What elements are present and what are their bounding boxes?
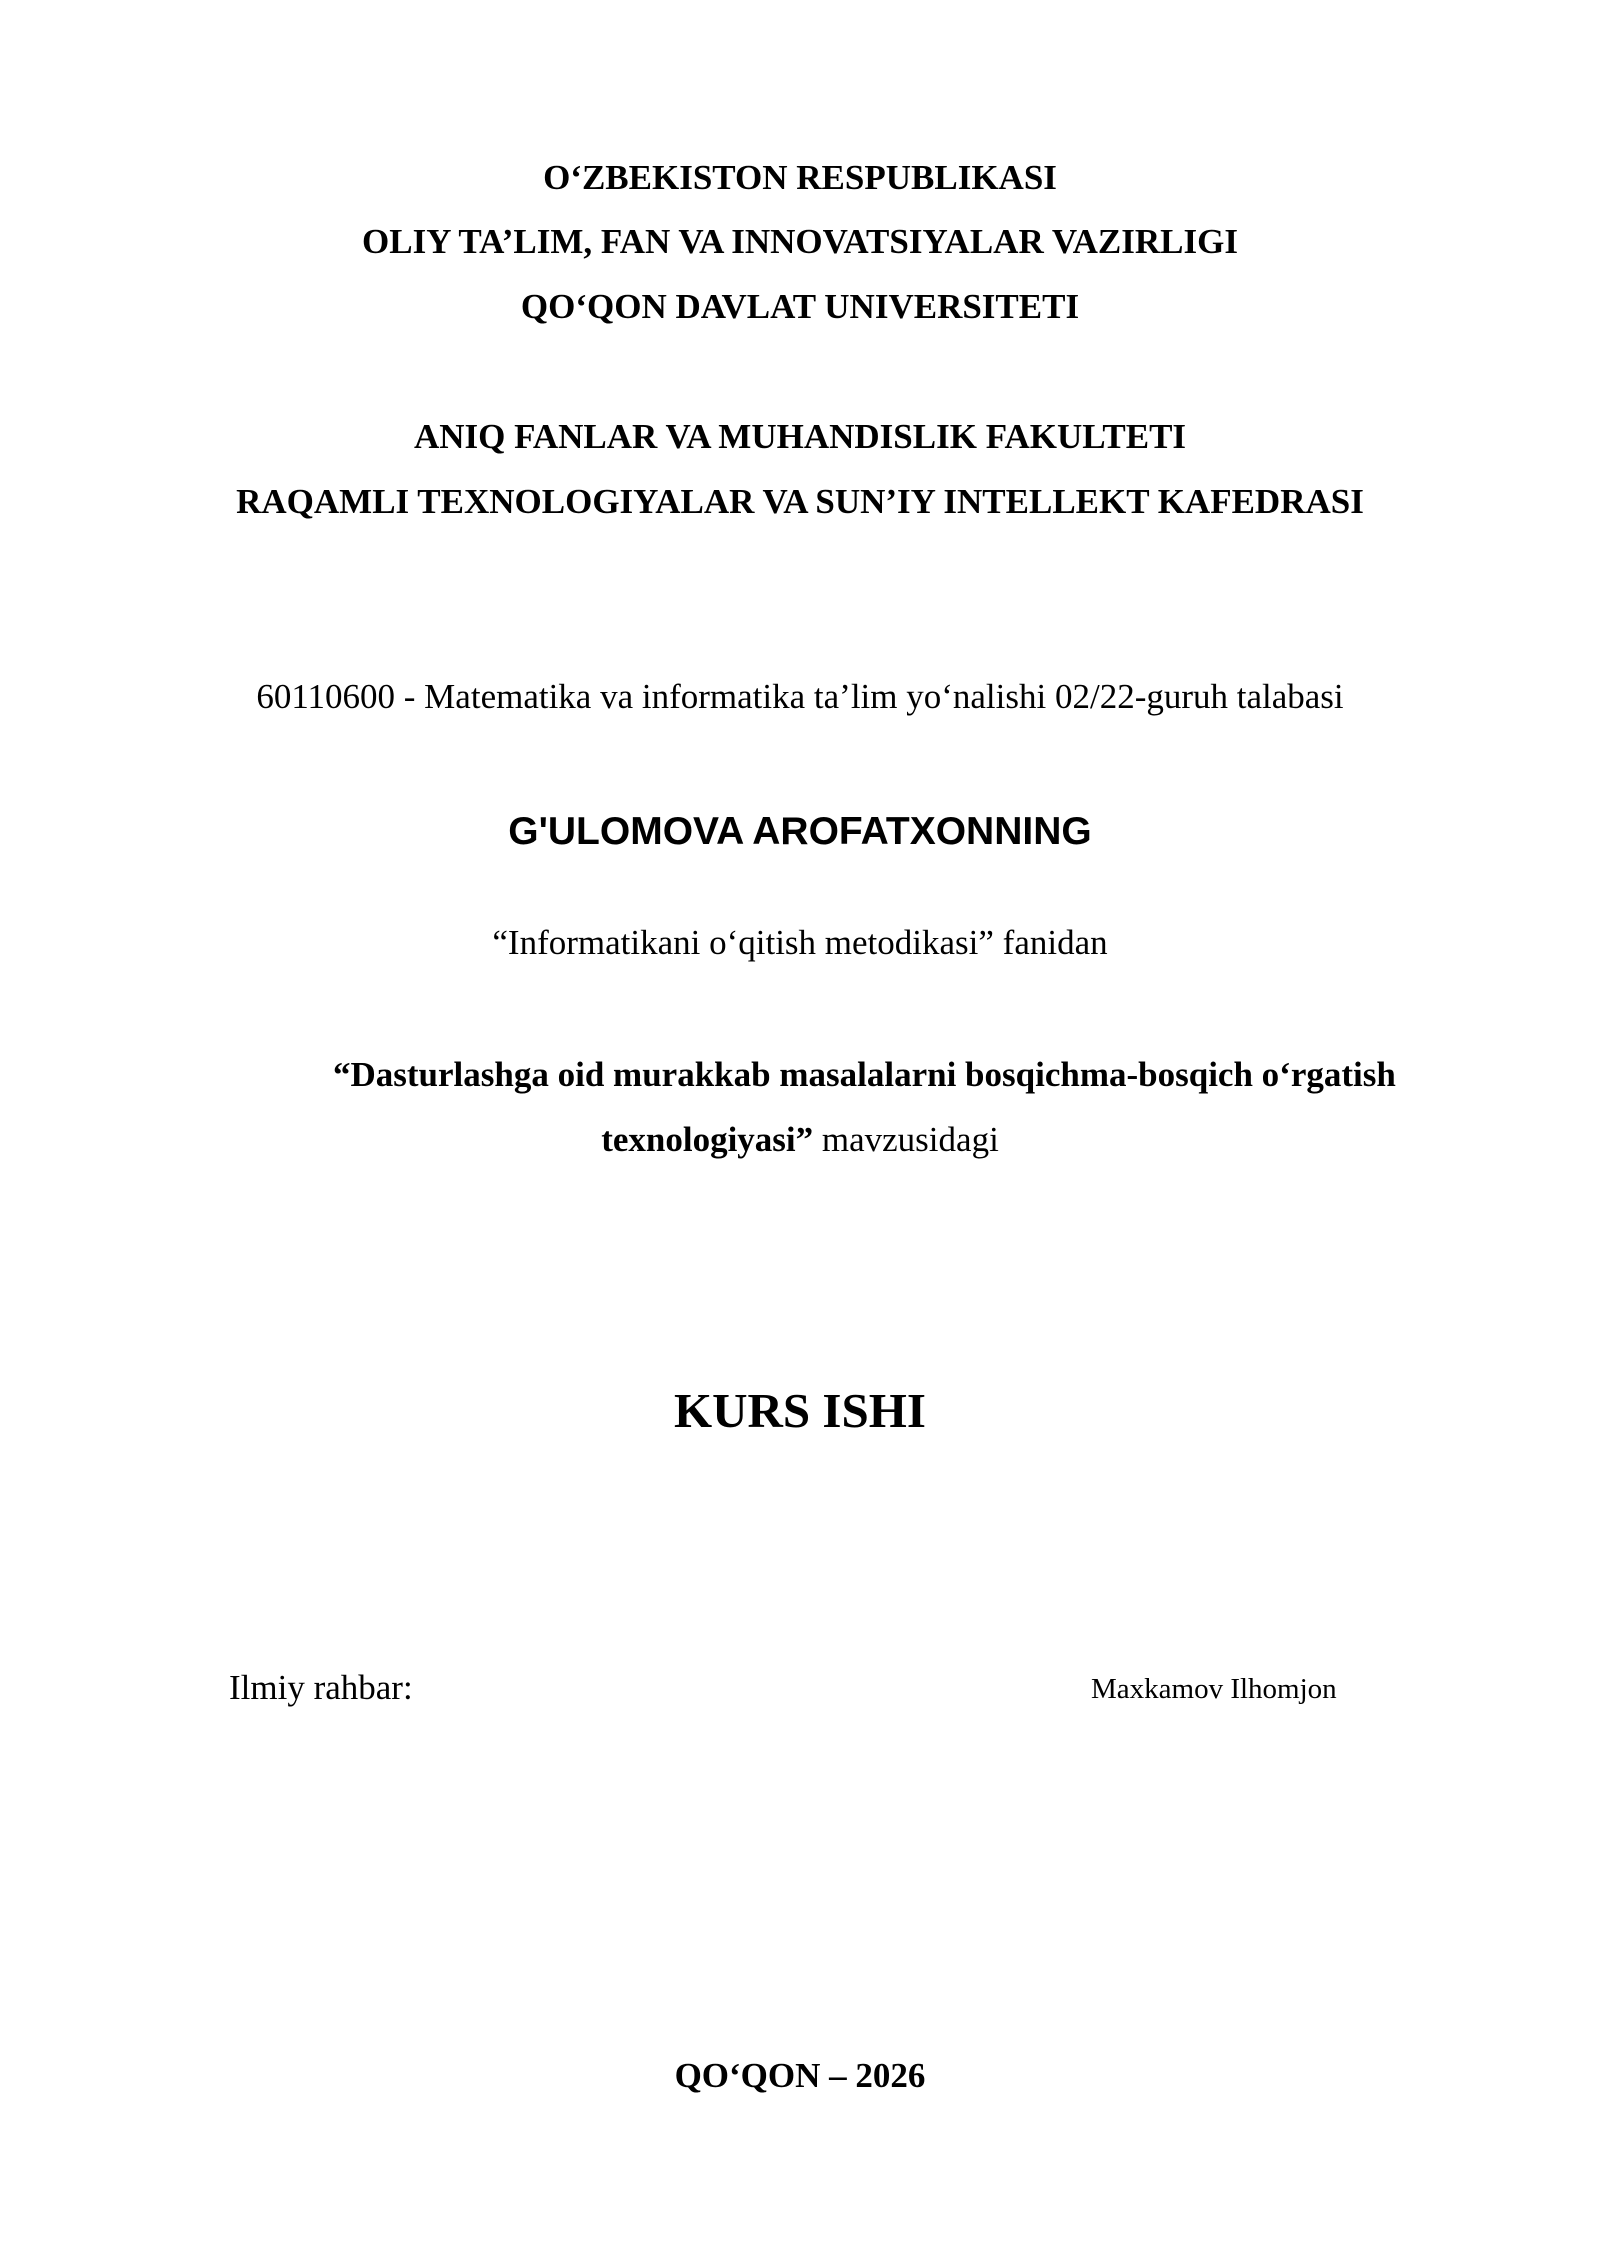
topic-line-2-suffix: mavzusidagi	[813, 1120, 999, 1159]
supervisor-label: Ilmiy rahbar:	[229, 1668, 413, 1707]
supervisor-name: Maxkamov Ilhomjon	[1091, 1673, 1337, 1705]
university-heading: QO‘QON DAVLAT UNIVERSITETI	[520, 287, 1080, 326]
faculty-heading: ANIQ FANLAR VA MUHANDISLIK FAKULTETI	[413, 417, 1187, 456]
city-year: QO‘QON – 2026	[674, 2056, 926, 2095]
student-name: G'ULOMOVA AROFATXONNING	[508, 810, 1092, 853]
subject-line: “Informatikani o‘qitish metodikasi” fanidan	[492, 923, 1108, 962]
topic-line-2	[0, 1122, 1600, 1157]
topic-line-1: “Dasturlashga oid murakkab masalalarni bosqichma-bosqich o‘rgatish	[333, 1055, 1396, 1094]
republic-heading: O‘ZBEKISTON RESPUBLIKASI	[543, 158, 1057, 197]
ministry-heading: OLIY TA’LIM, FAN VA INNOVATSIYALAR VAZIRLIGI	[362, 222, 1238, 261]
department-heading: RAQAMLI TEXNOLOGIYALAR VA SUN’IY INTELLEKT KAFEDRASI	[236, 482, 1364, 521]
topic-line-2-bold: texnologiyasi”	[601, 1120, 814, 1159]
student-program: 60110600 - Matematika va informatika ta’lim yo‘nalishi 02/22-guruh talabasi	[256, 677, 1344, 716]
document-type-title: KURS ISHI	[674, 1383, 926, 1438]
